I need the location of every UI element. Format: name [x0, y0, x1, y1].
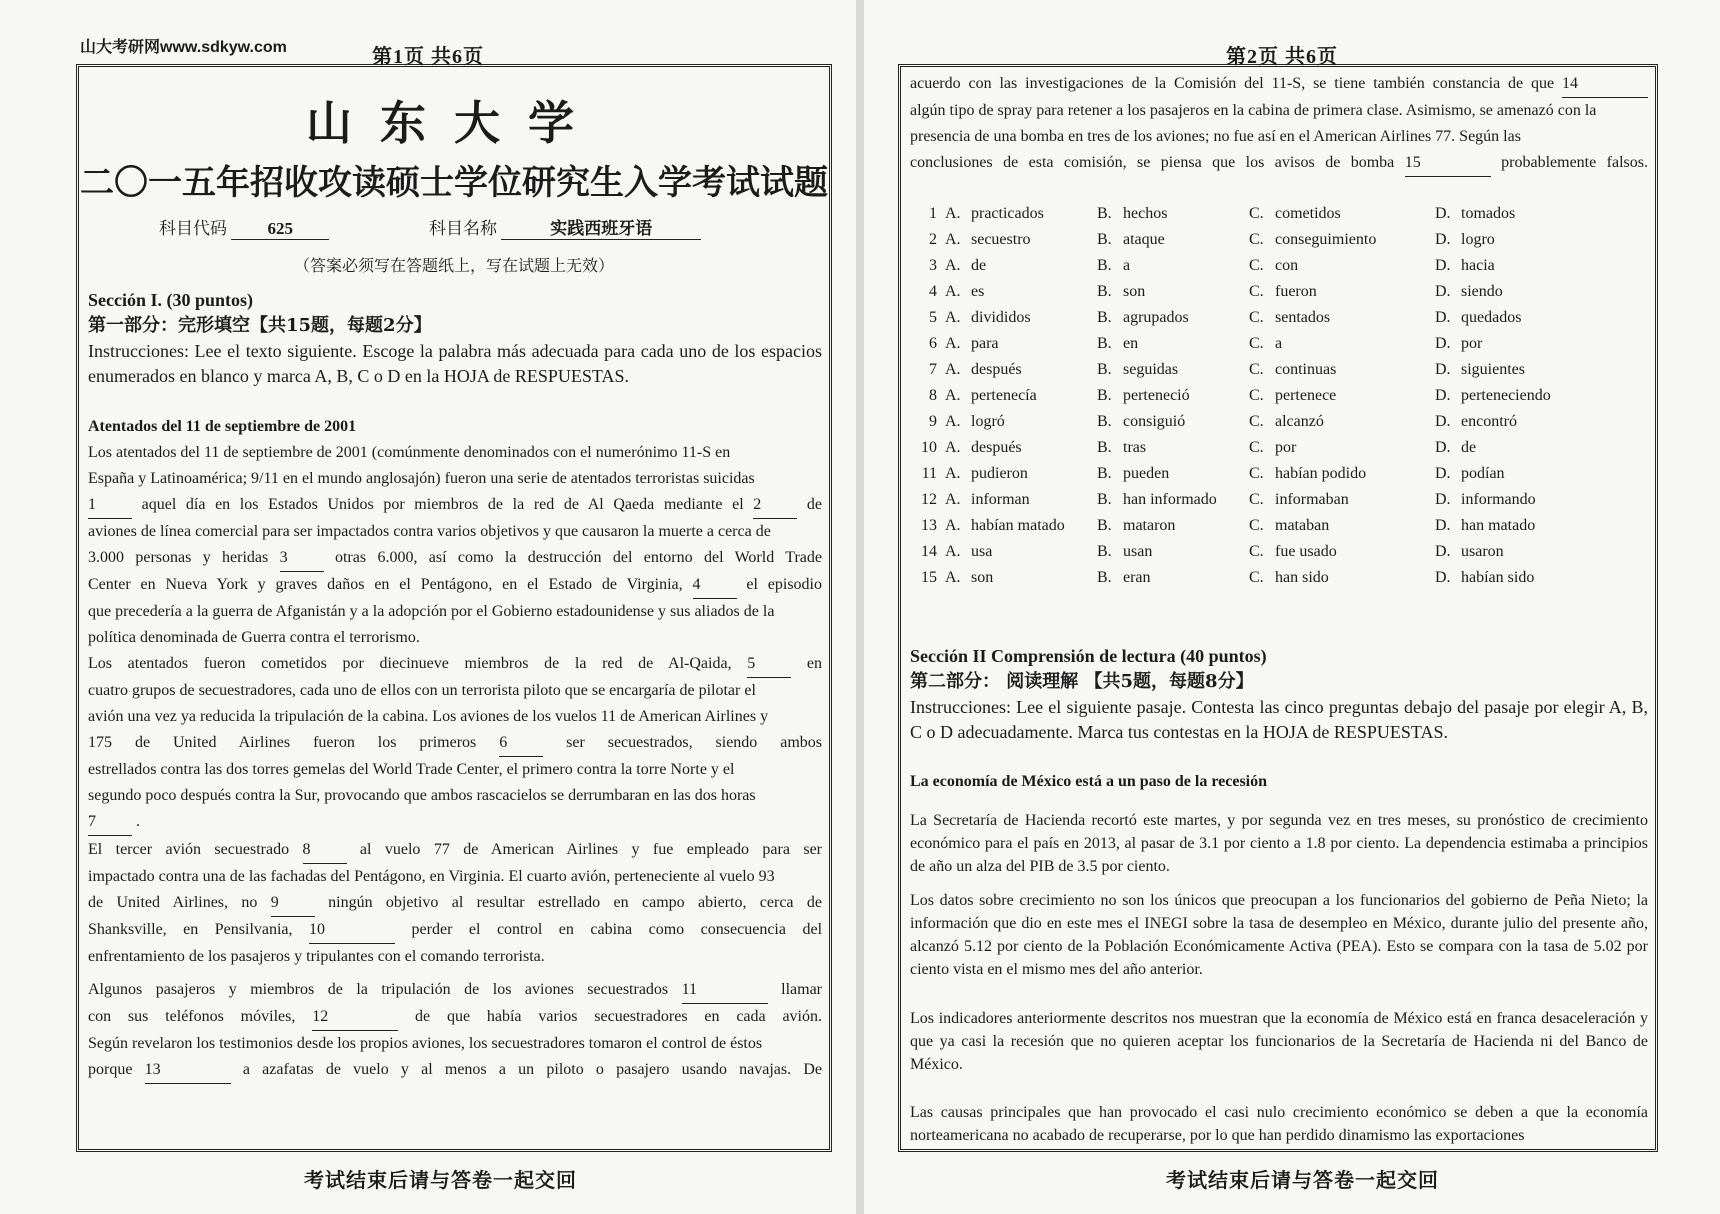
exam-title: 二〇一五年招收攻读硕士学位研究生入学考试试题 — [80, 163, 828, 203]
reading-paragraph-4: Las causas principales que han provocado el casi nulo crecimiento económico se deben a que la economía norteamericana no acabado de recuperarse, por lo que han perdido dinamismo las exportaciones — [910, 1104, 1648, 1144]
text-line: cuatro grupos de secuestradores, cada uno de ellos con un terrorista piloto que se encargaría de pilotar el — [88, 682, 756, 699]
cloze-blank: 2 — [753, 492, 797, 519]
question-number: 6 — [929, 335, 937, 352]
option-text: han sido — [1275, 569, 1329, 586]
option-text: secuestro — [971, 231, 1031, 248]
option-text: eran — [1123, 569, 1151, 586]
text-line: aviones de línea comercial para ser impactados contra varios objetivos y que causaron la muerte a cerca de — [88, 523, 771, 540]
option-letter: D. — [1435, 543, 1451, 560]
option-letter: B. — [1097, 543, 1112, 560]
cloze-blank: 7 — [88, 809, 132, 836]
option-row — [907, 409, 1601, 435]
left-page — [0, 0, 856, 1214]
option-text: tomados — [1461, 205, 1516, 222]
option-letter: C. — [1249, 309, 1264, 326]
option-text: habían sido — [1461, 569, 1535, 586]
option-text: mataron — [1123, 517, 1176, 534]
question-number: 1 — [929, 205, 937, 222]
site-label: 山大考研网www.sdkyw.com — [80, 39, 287, 56]
option-text: tras — [1123, 439, 1147, 456]
text-line: España y Latinoamérica; 9/11 en el mundo anglosajón) fueron una serie de atentados terroristas suicidas — [88, 470, 755, 487]
option-letter: D. — [1435, 205, 1451, 222]
option-text: continuas — [1275, 361, 1337, 378]
option-text: pertenece — [1275, 387, 1337, 404]
option-text: ataque — [1123, 231, 1165, 248]
cloze-blank: 5 — [747, 651, 791, 678]
option-letter: B. — [1097, 517, 1112, 534]
answer-note: （答案必须写在答题纸上，写在试题上无效） — [293, 258, 614, 275]
option-text: conseguimiento — [1275, 231, 1377, 248]
option-text: informan — [971, 491, 1030, 508]
option-letter: A. — [945, 517, 961, 534]
option-row — [907, 513, 1601, 539]
question-number: 7 — [929, 361, 937, 378]
option-letter: C. — [1249, 257, 1264, 274]
passage-continuation — [910, 71, 1648, 177]
option-text: pertenecía — [971, 387, 1037, 404]
university-name: 山东大学 — [306, 96, 602, 150]
paragraph-4 — [88, 977, 822, 1084]
question-number: 3 — [929, 257, 937, 274]
option-letter: B. — [1097, 439, 1112, 456]
option-letter: B. — [1097, 569, 1112, 586]
option-row — [907, 383, 1601, 409]
option-text: logró — [971, 413, 1005, 430]
subject-code — [159, 214, 329, 240]
option-row — [907, 435, 1601, 461]
option-letter: D. — [1435, 491, 1451, 508]
subject-value: 实践西班牙语 — [501, 214, 701, 240]
option-letter: B. — [1097, 257, 1112, 274]
option-letter: C. — [1249, 439, 1264, 456]
cloze-blank: 10 — [309, 917, 395, 944]
question-number: 4 — [929, 283, 937, 300]
subject-name — [429, 214, 701, 240]
option-letter: A. — [945, 439, 961, 456]
option-text: a — [1123, 257, 1131, 274]
option-letter: A. — [945, 335, 961, 352]
part-title-cn: 第一部分：完形填空【共15题，每题2分】 — [88, 315, 432, 336]
option-text: siendo — [1461, 283, 1503, 300]
option-row — [907, 331, 1601, 357]
section-1-head — [88, 287, 822, 389]
right-page — [864, 0, 1720, 1214]
option-row — [907, 461, 1601, 487]
text-line: Según revelaron los testimonios desde los propios aviones, los secuestradores tomaron el control de éstos — [88, 1035, 763, 1052]
cloze-blank: 9 — [271, 890, 315, 917]
article-title: La economía de México está a un paso de la recesión — [910, 773, 1268, 790]
option-letter: C. — [1249, 491, 1264, 508]
cloze-blank: 4 — [693, 572, 737, 599]
option-row — [907, 227, 1601, 253]
option-letter: C. — [1249, 569, 1264, 586]
option-text: encontró — [1461, 413, 1517, 430]
question-number: 10 — [921, 439, 937, 456]
option-letter: D. — [1435, 283, 1451, 300]
question-number: 13 — [921, 517, 937, 534]
subject-label: 科目名称 — [429, 219, 497, 238]
option-text: habían podido — [1275, 465, 1367, 482]
text-line: El tercer avión secuestrado 8 al vuelo 77 de American Airlines y fue empleado para ser — [88, 837, 822, 864]
text-line: que precedería a la guerra de Afganistán y a la adopción por el Gobierno estadounidense y sus aliados de la — [88, 603, 775, 620]
option-letter: C. — [1249, 361, 1264, 378]
option-text: son — [1123, 283, 1146, 300]
option-row — [907, 539, 1601, 565]
instructions: Instrucciones: Lee el texto siguiente. Escoge la palabra más adecuada para cada uno de los espacios enumerados en blanco y marca A, B, C o D en la HOJA de RESPUESTAS. — [88, 341, 822, 386]
page-footer: 考试结束后请与答卷一起交回 — [304, 1170, 577, 1192]
option-text: habían matado — [971, 517, 1065, 534]
text-line: Center en Nueva York y graves daños en el Pentágono, en el Estado de Virginia, 4 el episodio — [88, 572, 822, 599]
option-row — [907, 201, 1601, 227]
option-text: divididos — [971, 309, 1031, 326]
option-row — [907, 357, 1601, 383]
option-letter: B. — [1097, 205, 1112, 222]
section-2-head — [910, 643, 1648, 745]
text-line: segundo poco después contra la Sur, provocando que ambos rascacielos se derrumbaran en las dos horas — [88, 787, 756, 804]
option-text: alcanzó — [1275, 413, 1324, 430]
option-letter: C. — [1249, 205, 1264, 222]
option-text: podían — [1461, 465, 1505, 482]
option-letter: D. — [1435, 231, 1451, 248]
reading-paragraph-2: Los datos sobre crecimiento no son los únicos que preocupan a los funcionarios del gobierno de Peña Nieto; la información que dio en este mes el INEGI sobre la tasa de desempleo en México, durante julio del presente año, alcanzó 5.12 por ciento de la Población Económicamente Activa (PEA). Esto se compara con la tasa de 5.02 por ciento vista en el mismo mes del año anterior. — [910, 892, 1648, 978]
option-letter: A. — [945, 387, 961, 404]
option-letter: D. — [1435, 361, 1451, 378]
option-letter: C. — [1249, 283, 1264, 300]
option-letter: B. — [1097, 491, 1112, 508]
code-value: 625 — [231, 219, 329, 240]
option-letter: C. — [1249, 335, 1264, 352]
option-text: hechos — [1123, 205, 1168, 222]
option-letter: A. — [945, 309, 961, 326]
option-letter: A. — [945, 569, 961, 586]
cloze-blank: 1 — [88, 492, 132, 519]
option-letter: A. — [945, 491, 961, 508]
part-title-cn: 第二部分： 阅读理解 【共5题，每题8分】 — [910, 671, 1254, 692]
option-text: es — [971, 283, 985, 300]
option-letter: D. — [1435, 517, 1451, 534]
option-text: por — [1461, 335, 1483, 352]
cloze-blank: 14 — [1562, 71, 1648, 98]
option-letter: B. — [1097, 361, 1112, 378]
option-letter: D. — [1435, 413, 1451, 430]
page-footer: 考试结束后请与答卷一起交回 — [1166, 1170, 1439, 1192]
text-line: política denominada de Guerra contra el terrorismo. — [88, 629, 420, 646]
option-letter: A. — [945, 465, 961, 482]
option-row — [907, 565, 1601, 591]
option-row — [907, 253, 1601, 279]
option-letter: D. — [1435, 387, 1451, 404]
option-text: hacia — [1461, 257, 1495, 274]
option-text: fue usado — [1275, 543, 1337, 560]
article-title: Atentados del 11 de septiembre de 2001 — [88, 418, 357, 435]
option-letter: A. — [945, 361, 961, 378]
option-text: sentados — [1275, 309, 1331, 326]
option-text: después — [971, 439, 1022, 456]
option-text: practicados — [971, 205, 1044, 222]
option-letter: D. — [1435, 309, 1451, 326]
option-letter: D. — [1435, 569, 1451, 586]
exam-frame — [76, 64, 832, 1152]
option-letter: D. — [1435, 439, 1451, 456]
option-letter: A. — [945, 231, 961, 248]
option-text: siguientes — [1461, 361, 1525, 378]
option-text: usa — [971, 543, 993, 560]
option-row — [907, 487, 1601, 513]
option-letter: D. — [1435, 465, 1451, 482]
option-text: cometidos — [1275, 205, 1341, 222]
text-line: avión una vez ya reducida la tripulación de la cabina. Los aviones de los vuelos 11 de American Airlines y — [88, 708, 769, 725]
page-gutter — [856, 0, 864, 1214]
option-text: usan — [1123, 543, 1153, 560]
code-label: 科目代码 — [159, 219, 227, 238]
option-letter: C. — [1249, 465, 1264, 482]
page-header: 第2页 共6页 — [1226, 46, 1338, 68]
option-text: pudieron — [971, 465, 1028, 482]
option-letter: B. — [1097, 413, 1112, 430]
cloze-blank: 3 — [280, 545, 324, 572]
section-title: Sección II Comprensión de lectura (40 puntos) — [910, 646, 1267, 666]
option-letter: A. — [945, 205, 961, 222]
option-letter: B. — [1097, 387, 1112, 404]
paragraph-2 — [88, 651, 822, 836]
options-table — [907, 201, 1601, 591]
text-line: impactado contra una de las fachadas del Pentágono, en Virginia. El cuarto avión, perteneciente al vuelo 93 — [88, 868, 775, 885]
option-row — [907, 305, 1601, 331]
text-line: Los atentados fueron cometidos por diecinueve miembros de la red de Al-Qaida, 5 en — [88, 651, 822, 678]
question-number: 5 — [929, 309, 937, 326]
option-letter: D. — [1435, 257, 1451, 274]
text-line: presencia de una bomba en tres de los aviones; no fue así en el American Airlines 77. Según las — [910, 128, 1521, 145]
option-text: pueden — [1123, 465, 1170, 482]
text-line: acuerdo con las investigaciones de la Comisión del 11-S, se tiene también constancia de que 14 — [910, 71, 1648, 98]
option-letter: A. — [945, 543, 961, 560]
text-line: 7 . — [88, 809, 822, 836]
reading-paragraph-1: La Secretaría de Hacienda recortó este martes, y por segunda vez en tres meses, su pronóstico de crecimiento económico para el país en 2013, al pasar de 3.1 por ciento a 1.8 por ciento. La dependencia estimaba a principios de año un alza del PIB de 3.5 por ciento. — [910, 812, 1648, 875]
cloze-blank: 11 — [682, 977, 768, 1004]
option-text: fueron — [1275, 283, 1317, 300]
question-number: 9 — [929, 413, 937, 430]
option-letter: B. — [1097, 465, 1112, 482]
option-text: de — [971, 257, 987, 274]
text-line: conclusiones de esta comisión, se piensa que los avisos de bomba 15 probablemente falsos. — [910, 150, 1648, 177]
cloze-blank: 13 — [145, 1057, 231, 1084]
instructions: Instrucciones: Lee el siguiente pasaje. Contesta las cinco preguntas debajo del pasaje por elegir A, B, C o D adecuadamente. Marca tus contestas en la HOJA de RESPUESTAS. — [910, 697, 1648, 742]
option-letter: A. — [945, 257, 961, 274]
option-text: agrupados — [1123, 309, 1189, 326]
option-letter: B. — [1097, 231, 1112, 248]
text-line: porque 13 a azafatas de vuelo y al menos a un piloto o pasajero usando navajas. De — [88, 1057, 822, 1084]
question-number: 2 — [929, 231, 937, 248]
option-text: han informado — [1123, 491, 1217, 508]
cloze-blank: 12 — [312, 1004, 398, 1031]
option-text: de — [1461, 439, 1477, 456]
option-letter: A. — [945, 413, 961, 430]
paragraph-3 — [88, 837, 822, 970]
exam-frame — [898, 64, 1658, 1152]
paragraph-1 — [88, 440, 822, 651]
text-line: estrellados contra las dos torres gemelas del World Trade Center, el primero contra la torre Norte y el — [88, 761, 735, 778]
text-line: algún tipo de spray para retener a los pasajeros en la cabina de primera clase. Asimismo, se amenazó con la — [910, 102, 1597, 119]
option-text: con — [1275, 257, 1299, 274]
option-text: han matado — [1461, 517, 1536, 534]
option-text: quedados — [1461, 309, 1522, 326]
cloze-blank: 15 — [1405, 150, 1491, 177]
option-letter: B. — [1097, 283, 1112, 300]
page-header: 第1页 共6页 — [372, 46, 484, 68]
option-text: consiguió — [1123, 413, 1186, 430]
text-line: de United Airlines, no 9 ningún objetivo al resultar estrellado en campo abierto, cerca de — [88, 890, 822, 917]
section-title: Sección I. (30 puntos) — [88, 290, 254, 310]
option-text: usaron — [1461, 543, 1504, 560]
text-line: Los atentados del 11 de septiembre de 2001 (comúnmente denominados con el numerónimo 11-S en — [88, 444, 731, 461]
question-number: 14 — [921, 543, 937, 560]
option-row — [907, 279, 1601, 305]
text-line: Algunos pasajeros y miembros de la tripulación de los aviones secuestrados 11 llamar — [88, 977, 822, 1004]
question-number: 15 — [921, 569, 937, 586]
option-letter: B. — [1097, 335, 1112, 352]
option-text: mataban — [1275, 517, 1330, 534]
text-line: 1 aquel día en los Estados Unidos por miembros de la red de Al Qaeda mediante el 2 de — [88, 492, 822, 519]
reading-paragraph-3: Los indicadores anteriormente descritos nos muestran que la economía de México está en franca desaceleración y que ya casi la recesión que no quieren aceptar los funcionarios de la Secretaría de Hacienda ni del Banco de México. — [910, 1010, 1648, 1073]
cloze-blank: 6 — [499, 730, 543, 757]
option-letter: D. — [1435, 335, 1451, 352]
text-line: 3.000 personas y heridas 3 otras 6.000, así como la destrucción del entorno del World Trade — [88, 545, 822, 572]
option-letter: B. — [1097, 309, 1112, 326]
option-text: perteneció — [1123, 387, 1190, 404]
option-text: informando — [1461, 491, 1536, 508]
option-text: a — [1275, 335, 1283, 352]
option-letter: C. — [1249, 387, 1264, 404]
option-text: para — [971, 335, 999, 352]
question-number: 12 — [921, 491, 937, 508]
option-text: por — [1275, 439, 1297, 456]
option-letter: C. — [1249, 543, 1264, 560]
text-line: Shanksville, en Pensilvania, 10 perder el control en cabina como consecuencia del — [88, 917, 822, 944]
option-text: informaban — [1275, 491, 1349, 508]
option-letter: C. — [1249, 231, 1264, 248]
option-letter: A. — [945, 283, 961, 300]
text-line: con sus teléfonos móviles, 12 de que había varios secuestradores en cada avión. — [88, 1004, 822, 1031]
text-line: enfrentamiento de los pasajeros y tripulantes con el comando terrorista. — [88, 948, 545, 965]
question-number: 8 — [929, 387, 937, 404]
question-number: 11 — [921, 465, 937, 482]
option-text: logro — [1461, 231, 1495, 248]
option-text: perteneciendo — [1461, 387, 1551, 404]
cloze-blank: 8 — [303, 837, 347, 864]
option-letter: C. — [1249, 413, 1264, 430]
option-text: son — [971, 569, 994, 586]
option-text: después — [971, 361, 1022, 378]
option-text: en — [1123, 335, 1139, 352]
option-text: seguidas — [1123, 361, 1179, 378]
option-letter: C. — [1249, 517, 1264, 534]
text-line: 175 de United Airlines fueron los primeros 6 ser secuestrados, siendo ambos — [88, 730, 822, 757]
